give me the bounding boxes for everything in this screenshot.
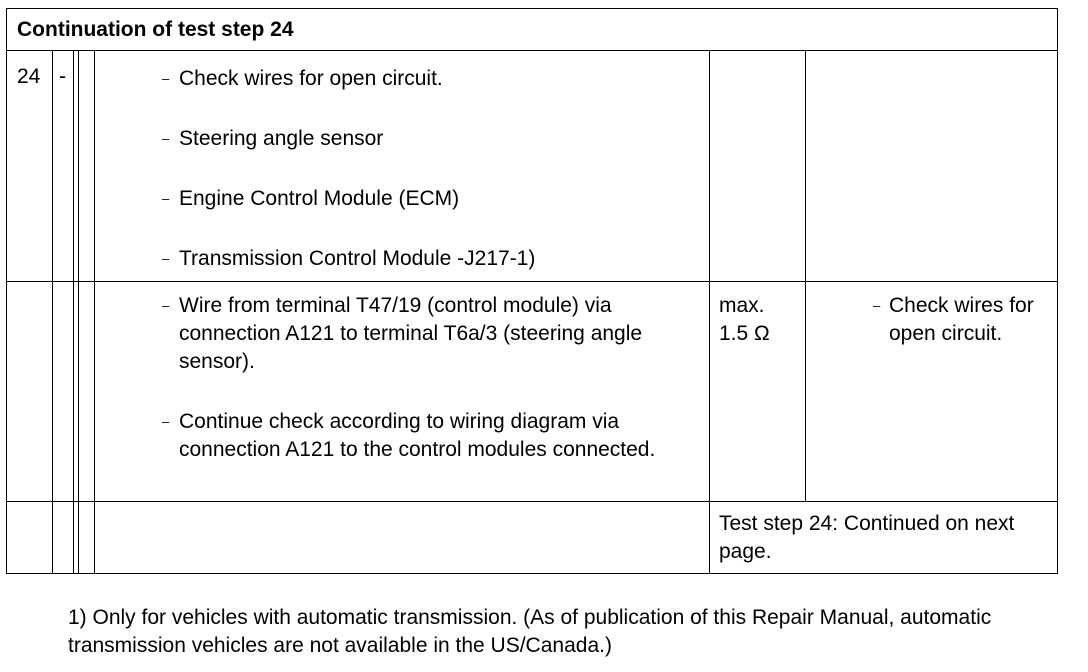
continued-note: Test step 24: Continued on next page. [719,512,1015,563]
col-divider-2 [73,51,74,573]
row-divider-2 [7,501,1057,502]
remedy-text: Check wires for open circuit. [889,294,1034,345]
bullet-mark: – [873,298,881,313]
bullet-mark: – [162,251,170,266]
col-divider-5 [709,51,710,573]
bullet-mark: – [162,71,170,86]
footnote: 1) Only for vehicles with automatic transmission. (As of publication of this Repair Manual, automatic transmission vehicles are not available in the US/Canada.) [68,606,992,657]
step-dash: - [59,65,66,88]
spec-value: max. 1.5 Ω [719,294,770,345]
col-divider-1 [52,51,53,573]
table-header: Continuation of test step 24 [7,9,1057,51]
col-divider-3 [78,51,79,573]
col-divider-6 [805,51,806,501]
bullet-mark: – [162,131,170,146]
col-divider-4 [94,51,95,573]
bullet-mark: – [162,191,170,206]
bullet-mark: – [162,414,170,429]
bullet-mark: – [162,298,170,313]
test-step-table: Continuation of test step 24 24 - – Check wires for open circuit. – Steering angle sensor – Engine Control Module (ECM) – Transmission Control Module -J217-1) – Wire from terminal T47/19 (control module) via connection A121 to terminal T6a/3 (steering angle sensor). – Continue check according to wiring diagram via connection A121 to the control modules connected. max. 1.5 Ω – Check wires for open circuit. Test step 24: Continued on next page. [6,8,1058,574]
row-divider-1 [7,281,1057,282]
step-number: 24 [17,65,41,88]
